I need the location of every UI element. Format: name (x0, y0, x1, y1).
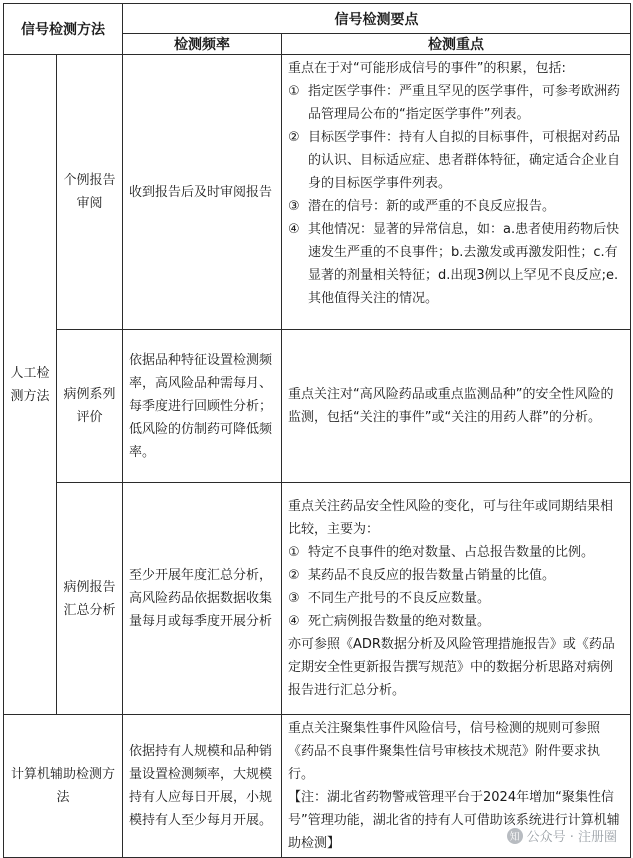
computer-focus-text: 重点关注聚集性事件风险信号，信号检测的规则可参照《药品不良事件聚集性信号审核技术规范》附件要求执行。 (288, 721, 601, 782)
summary-item (288, 587, 624, 610)
item-text: 指定医学事件：严重且罕见的医学事件，可参考欧洲药品管理局公布的“指定医学事件”列表。 (308, 84, 621, 122)
summary-item (288, 564, 624, 587)
series-label: 病例系列评价 (57, 330, 123, 483)
individual-focus (282, 55, 631, 330)
item-text: 不同生产批号的不良反应数量。 (308, 591, 491, 606)
header-key-points: 信号检测要点 (123, 4, 631, 34)
summary-intro: 重点关注药品安全性风险的变化，可与往年或同期结果相比较，主要为： (288, 499, 614, 537)
individual-label: 个例报告审阅 (57, 55, 123, 330)
summary-label: 病例报告汇总分析 (57, 483, 123, 715)
manual-method-label: 人工检测方法 (4, 55, 57, 715)
individual-item (288, 80, 624, 126)
series-frequency: 依据品种特征设置检测频率，高风险品种需每月、每季度进行回顾性分析；低风险的仿制药可降低频率。 (123, 330, 282, 483)
summary-item (288, 541, 624, 564)
item-number: ② (288, 130, 300, 145)
summary-item (288, 610, 624, 633)
item-text: 其他情况：显著的异常信息，如：a.患者使用药物后快速发生严重的不良事件；b.去激发或再激发阳性；c.有显著的剂量相关特征；d.出现3例以上罕见不良反应;e.其他值得关注的情况。 (308, 222, 620, 306)
watermark (507, 826, 617, 845)
summary-outro: 亦可参照《ADR数据分析及风险管理措施报告》或《药品定期安全性更新报告撰写规范》中的数据分析思路对病例报告进行汇总分析。 (288, 637, 615, 698)
item-number: ① (288, 84, 300, 99)
zhihu-icon: 知 (507, 828, 523, 844)
item-text: 死亡病例报告数量的绝对数量。 (308, 614, 491, 629)
summary-frequency: 至少开展年度汇总分析，高风险药品依据数据收集量每月或每季度开展分析 (123, 483, 282, 715)
item-text: 某药品不良反应的报告数量占销量的比值。 (308, 568, 556, 583)
item-number: ④ (288, 222, 300, 237)
summary-focus (282, 483, 631, 715)
series-focus: 重点关注对“高风险药品或重点监测品种”的安全性风险的监测，包括“关注的事件”或“关注的用药人群”的分析。 (282, 330, 631, 483)
header-frequency: 检测频率 (123, 34, 282, 55)
row-summary (4, 483, 631, 715)
individual-item (288, 126, 624, 195)
item-number: ① (288, 545, 300, 560)
item-number: ② (288, 568, 300, 583)
watermark-text: 公众号 · 注册圈 (526, 830, 617, 845)
item-text: 特定不良事件的绝对数量、占总报告数量的比例。 (308, 545, 595, 560)
item-number: ③ (288, 591, 300, 606)
computer-method-label: 计算机辅助检测方法 (4, 715, 123, 858)
signal-detection-table (3, 3, 631, 858)
individual-intro: 重点在于对“可能形成信号的事件”的积累，包括: (288, 61, 566, 76)
header-focus: 检测重点 (282, 34, 631, 55)
individual-frequency: 收到报告后及时审阅报告 (123, 55, 282, 330)
item-text: 目标医学事件：持有人自拟的目标事件，可根据对药品的认识、目标适应症、患者群体特征，确定适合企业自身的目标医学事件列表。 (308, 130, 621, 191)
row-series (4, 330, 631, 483)
header-method: 信号检测方法 (4, 4, 123, 55)
header-row-1 (4, 4, 631, 34)
individual-item (288, 195, 624, 218)
item-number: ④ (288, 614, 300, 629)
row-individual (4, 55, 631, 330)
item-text: 潜在的信号：新的或严重的不良反应报告。 (308, 199, 556, 214)
item-number: ③ (288, 199, 300, 214)
individual-item (288, 218, 624, 310)
computer-frequency: 依据持有人规模和品种销量设置检测频率，大规模持有人应每日开展，小规模持有人至少每月开展。 (123, 715, 282, 858)
computer-note: 【注：湖北省药物警戒管理平台于2024年增加“聚集性信号”管理功能，湖北省的持有人可借助该系统进行计算机辅助检测】 (288, 790, 620, 851)
